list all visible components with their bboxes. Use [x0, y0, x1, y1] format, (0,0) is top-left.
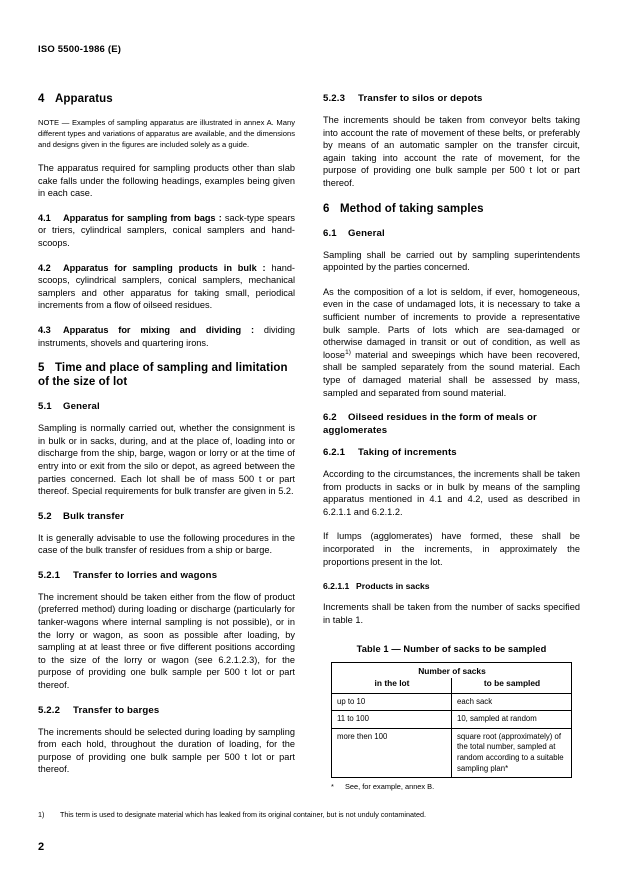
subsection-text-5-1: Sampling is normally carried out, whether the consignment is in bulk or in sacks, during, and at the place of, loading into or discharge from the ship, barge, wagon or lorry or at the time of entry into or exit from the silo or depot, as agreed between the parties concerned. Each lot shall be of mass 500 t or part thereof. Special requirements for bulk transfer are given in 5.2.	[38, 423, 295, 497]
subsection-text-5-2: It is generally advisable to use the following procedures in the case of the bulk transfer of residues from a ship or barge.	[38, 532, 295, 556]
subsection-text-6-2-1-1: Increments shall be taken from the number of sacks specified in table 1.	[323, 602, 580, 625]
clause-text-4-1: sack-type spears or triers, cylindrical samplers, conical samplers and hand-scoops.	[38, 212, 295, 248]
subsection-heading-6-1	[323, 227, 580, 240]
subsection-title-6-2: Oilseed residues in the form of meals or agglomerates	[323, 412, 537, 437]
section-heading-5	[38, 361, 295, 389]
subsection-title-6-1: General	[348, 227, 385, 239]
subsection-number-5-2-2: 5.2.2	[38, 704, 61, 716]
table-1-column-header-row	[332, 678, 572, 693]
clause-number-4-2: 4.2	[38, 262, 51, 273]
clause-number-4-1: 4.1	[38, 212, 51, 223]
subsection-title-5-2: Bulk transfer	[63, 510, 125, 522]
section-title-5: Time and place of sampling and limitation of the size of lot	[38, 362, 288, 389]
subsection-number-6-2-1-1: 6.2.1.1	[323, 581, 350, 592]
clause-4-1	[38, 212, 295, 250]
page-footnote-text: This term is used to designate material which has leaked from its original container, but is not unduly contaminated.	[60, 810, 426, 819]
footnote-reference-1: 1)	[345, 348, 351, 356]
left-column	[38, 92, 295, 792]
subsection-heading-5-2-2	[38, 704, 295, 717]
subsection-number-5-2: 5.2	[38, 510, 52, 522]
subsection-text-6-1-para1: Sampling shall be carried out by sampling superintendents appointed by the parties concerned.	[323, 249, 580, 273]
subsection-title-5-2-2: Transfer to barges	[73, 704, 160, 716]
document-header: ISO 5500-1986 (E)	[38, 44, 122, 55]
section-number-6: 6	[323, 202, 330, 215]
clause-lead-4-3: Apparatus for mixing and dividing :	[63, 324, 255, 335]
subsection-text-5-2-1: The increment should be taken either from the flow of product (preferred method) during loading or discharge (particularly for tanker-wagons where internal sampling is not possible), or in the lorry or wagon, as soon as possible after loading, by sampling at at least three or five different positions according to the size of the lorry or wagon (see 6.2.1.2.3), for the purpose of providing one bulk sample per 500 t lot or part thereof.	[38, 591, 295, 691]
table-1-footnote-text: See, for example, annex B.	[345, 782, 435, 792]
section-heading-6	[323, 202, 580, 216]
right-column	[323, 92, 580, 792]
subsection-heading-5-2-1	[38, 569, 295, 582]
clause-4-2	[38, 262, 295, 312]
subsection-text-6-1-para2	[323, 286, 580, 399]
table-row	[332, 693, 572, 711]
table-row	[332, 728, 572, 777]
two-column-body	[38, 92, 581, 792]
subsection-heading-6-2-1	[323, 446, 580, 459]
subsection-title-5-2-3: Transfer to silos or depots	[358, 93, 483, 104]
subsection-number-5-2-3: 5.2.3	[323, 93, 346, 104]
subsection-heading-5-2	[38, 510, 295, 523]
page-number: 2	[38, 841, 45, 853]
subsection-heading-6-2	[323, 411, 580, 437]
section-title-6: Method of taking samples	[340, 202, 484, 215]
clause-lead-4-2: Apparatus for sampling products in bulk :	[63, 262, 266, 273]
table-1-container	[323, 644, 580, 792]
table-1-col-header-in-the-lot: in the lot	[332, 678, 452, 693]
section4-intro: The apparatus required for sampling products other than slab cake falls under the following headings, examples being given in each case.	[38, 163, 295, 199]
section-heading-4	[38, 92, 295, 106]
para2-part-a: As the composition of a lot is seldom, if ever, homogeneous, even in the case of undamaged lots, it is necessary to take a sufficient number of increments to provide a representative bulk sample. Parts of lots which are sea-damaged or otherwise damaged in transit or out of condition, as well as loose	[323, 286, 580, 360]
clause-number-4-3: 4.3	[38, 324, 51, 335]
clause-text-4-3: dividing instruments, shovels and quartering irons.	[38, 324, 295, 348]
table-1-head	[332, 663, 572, 693]
clause-text-4-2: hand-scoops, cylindrical samplers, conical samplers, mechanical samplers and other apparatus for taking small, periodical increments from a flow of oilseed residues.	[38, 262, 295, 311]
table-1-body	[332, 693, 572, 778]
subsection-text-6-2-1-para1: According to the circumstances, the increments shall be taken from products in sacks or in bulk by means of the sampling apparatus mentioned in 4.1 and 4.2, used as described in 6.2.1.1 and 6.2.1.2.	[323, 469, 580, 517]
clause-4-3	[38, 324, 295, 349]
table-row	[332, 711, 572, 729]
table-cell-lot-range: more then 100	[332, 728, 452, 777]
subsection-text-5-2-2: The increments should be selected during loading by sampling from each hold, throughout the duration of loading, for the purpose of providing one bulk sample per 500 t lot or part thereof.	[38, 726, 295, 775]
table-1-footnote	[331, 782, 572, 792]
table-cell-lot-range: up to 10	[332, 693, 452, 711]
subsection-number-5-2-1: 5.2.1	[38, 569, 61, 581]
table-1-group-header-row	[332, 663, 572, 678]
subsection-heading-6-2-1-1	[323, 580, 580, 592]
table-1-group-header: Number of sacks	[418, 666, 486, 677]
section-number-4: 4	[38, 93, 45, 105]
section-number-5: 5	[38, 362, 45, 375]
table-cell-lot-range: 11 to 100	[332, 711, 452, 729]
subsection-title-5-2-1: Transfer to lorries and wagons	[73, 569, 218, 581]
subsection-title-6-2-1-1: Products in sacks	[356, 581, 430, 592]
subsection-number-5-1: 5.1	[38, 401, 52, 413]
subsection-title-6-2-1: Taking of increments	[358, 447, 457, 459]
subsection-title-5-1: General	[63, 401, 100, 413]
table-1-number-of-sacks	[331, 662, 572, 778]
table-1-footnote-marker: *	[331, 782, 334, 792]
table-cell-sampling-rule: each sack	[457, 696, 493, 706]
table-1-caption: Table 1 — Number of sacks to be sampled	[356, 644, 547, 655]
subsection-text-5-2-3: The increments should be taken from conveyor belts taking into account the rate of movement of these belts, or preferably by means of an automatic sampler on the transfer circuit, again taking into account the rate of movement, for the purpose of providing one bulk sample per 500 t lot or part thereof.	[323, 115, 580, 188]
clause-lead-4-1: Apparatus for sampling from bags :	[63, 212, 222, 223]
para2-part-b: material and sweepings which have been recovered, shall be sampled separately from the sound material. Each type of damaged material shall be assessed by mass, sampled and separated from sound material.	[323, 349, 580, 398]
subsection-number-6-2-1: 6.2.1	[323, 447, 346, 459]
subsection-heading-5-2-3	[323, 92, 580, 105]
page-footnote-marker: 1)	[38, 810, 45, 819]
page-footnote	[38, 810, 581, 820]
subsection-text-6-2-1-para2: If lumps (agglomerates) have formed, these shall be incorporated in the increments, in approximately the proportions present in the lot.	[323, 531, 580, 567]
subsection-number-6-1: 6.1	[323, 227, 337, 239]
table-cell-sampling-rule: square root (approximately) of the total number, sampled at random according to a suitable sampling plan*	[452, 728, 572, 777]
table-1-col-header-to-be-sampled: to be sampled	[452, 678, 572, 693]
subsection-number-6-2: 6.2	[323, 412, 337, 424]
section-title-4: Apparatus	[55, 93, 113, 105]
table-cell-sampling-rule: 10, sampled at random	[452, 711, 572, 729]
section4-note: NOTE — Examples of sampling apparatus are illustrated in annex A. Many different types and variations of apparatus are available, and the dimensions and designs given in the figures are included solely as a guide.	[38, 118, 295, 149]
subsection-heading-5-1	[38, 400, 295, 413]
